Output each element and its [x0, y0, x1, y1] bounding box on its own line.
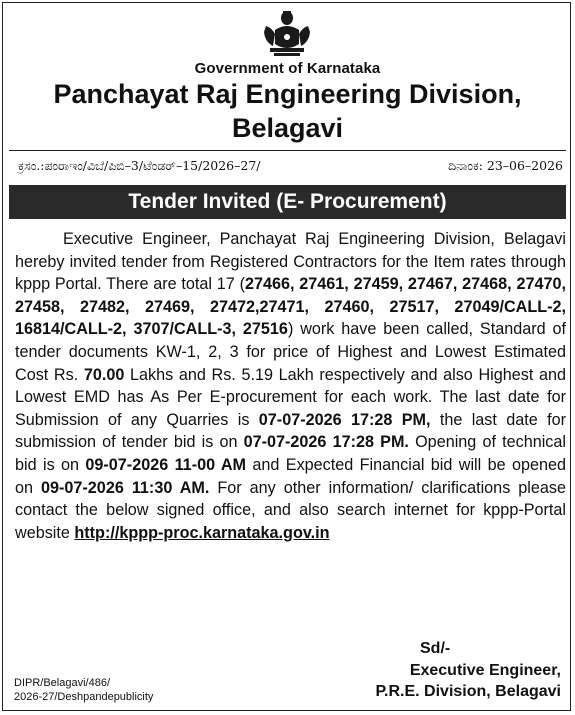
dipr-line1: DIPR/Belagavi/486/ [14, 677, 110, 689]
notice-text: and Expected Financial bid will be opened on [15, 455, 566, 497]
notice-text: Lakhs and Rs. 5.19 Lakh respectively and also Highest and Lowest EMD has As Per E-procurement for each work. The last date for Submission of any Quarries is [15, 365, 566, 429]
kppp-portal-link[interactable]: http://kppp-proc.karnataka.gov.in [74, 523, 330, 542]
signatory-office: P.R.E. Division, Belagavi [375, 683, 561, 700]
notice-body [15, 228, 566, 544]
highest-cost: 70.00 [83, 365, 125, 384]
division-title-line2: Belagavi [231, 113, 344, 143]
divider [9, 150, 566, 151]
notice-text: For any other information/ clarifications please contact the below signed office, and also search internet for kppp-Portal website [15, 478, 566, 542]
bid-deadline: 07-07-2026 17:28 PM. [243, 433, 409, 452]
reference-line [18, 158, 563, 174]
tender-banner: Tender Invited (E- Procurement) [9, 185, 566, 219]
karnataka-emblem-icon [258, 8, 316, 58]
division-title-line1: Panchayat Raj Engineering Division, [53, 79, 522, 109]
query-deadline: 07-07-2026 17:28 PM, [258, 410, 431, 429]
signatory-title: Executive Engineer, [409, 662, 561, 679]
signed-mark: Sd/- [420, 640, 451, 657]
work-numbers: 27466, 27461, 27459, 27467, 27468, 27470, 27458, 27482, 27469, 27472,27471, 27460, 27517, 27049/CALL-2, 16814/CALL-2, 3707/CALL-3, 27516 [15, 275, 566, 339]
notice-text: ) work have been called, Standard of tender documents KW-1, 2, 3 for price of Highest and Lowest Estimated Cost Rs. [15, 320, 567, 384]
dipr-reference [14, 676, 153, 704]
technical-bid-opening: 09-07-2026 11-00 AM [85, 455, 247, 474]
notice-text: Executive Engineer, Panchayat Raj Engineering Division, Belagavi hereby invited tender from Registered Contractors for the Item rates through kppp Portal. There are total 17 ( [15, 230, 566, 294]
notice-text: Opening of technical bid is on [15, 433, 567, 474]
government-title: Government of Karnataka [194, 60, 381, 77]
reference-date: ದಿನಾಂಕ: 23–06–2026 [448, 158, 563, 173]
notice-text: the last date for submission of tender bid is on [15, 410, 566, 452]
reference-number: ಕ್ರಸಂ.:ಪಂರಾಇಂ/ವಿಬೆ/ಪಿಬಿ–3/ಟೆಂಡರ್–15/2026–27/ [18, 158, 261, 173]
financial-bid-opening: 09-07-2026 11:30 AM. [41, 478, 210, 497]
dipr-line2: 2026-27/Deshpandepublicity [14, 691, 154, 703]
